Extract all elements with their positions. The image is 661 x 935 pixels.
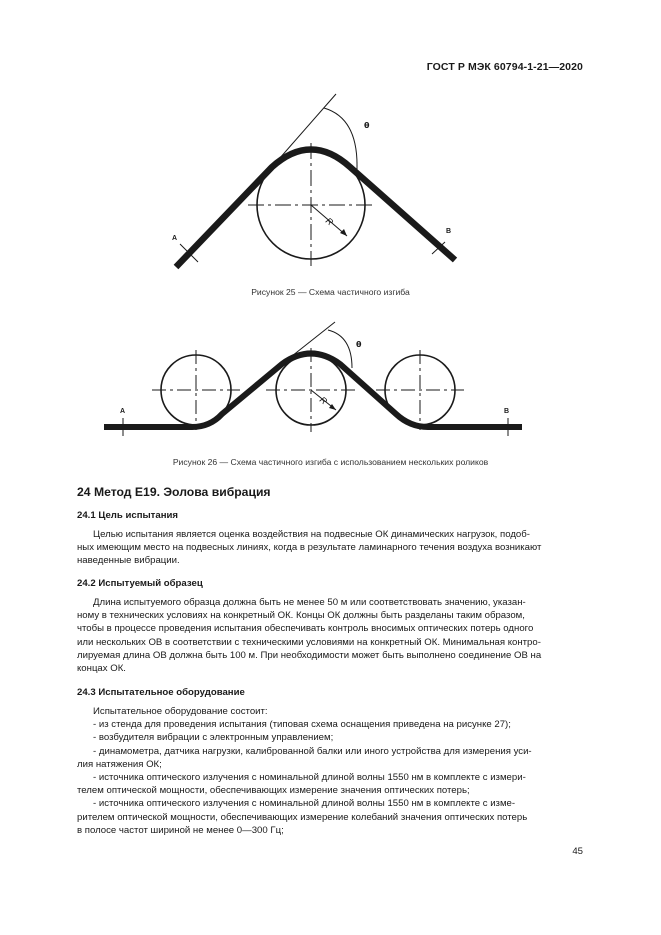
text-line: Целью испытания является оценка воздействия на подвесные ОК динамических нагрузок, подоб- <box>93 529 530 540</box>
radius-arrowhead <box>340 229 347 236</box>
list-item: - источника оптического излучения с номинальной длиной волны 1550 нм в комплекте с изме- <box>93 798 516 810</box>
figure-25-caption: Рисунок 25 — Схема частичного изгиба <box>251 287 410 297</box>
figure-25 <box>0 0 661 280</box>
text-line: Длина испытуемого образца должна быть не менее 50 м или соответствовать значению, указан- <box>93 597 526 608</box>
text-line: концах ОК. <box>77 663 126 675</box>
angle-line-extension <box>272 94 336 167</box>
text-line: лия натяжения ОК; <box>77 758 162 770</box>
text-line: или нескольких ОВ в соответствии с техническими условиями на конкретный ОК. Минимальная контро- <box>77 636 541 648</box>
text-line: рителем оптической мощности, обеспечивающих измерение колебаний значения оптических потерь <box>77 811 528 823</box>
document-code: ГОСТ Р МЭК 60794-1-21—2020 <box>426 61 583 73</box>
label-a: A <box>120 408 126 415</box>
text-line: телем оптической мощности, обеспечивающих измерение значения оптических потерь; <box>77 785 470 797</box>
subsection-24-3-heading: 24.3 Испытательное оборудование <box>77 687 245 698</box>
label-a: A <box>172 235 178 242</box>
list-item: - источника оптического излучения с номинальной длиной волны 1550 нм в комплекте с измери- <box>93 772 526 784</box>
subsection-24-1-heading: 24.1 Цель испытания <box>77 510 179 521</box>
text-line: ных имеющим место на подвесных линиях, когда в результате ламинарного течения воздуха возникают <box>77 542 542 554</box>
subsection-24-2-heading: 24.2 Испытуемый образец <box>77 578 203 589</box>
page-number: 45 <box>572 846 583 857</box>
figure-26-caption: Рисунок 26 — Схема частичного изгиба с использованием нескольких роликов <box>172 457 489 467</box>
label-theta: θ <box>364 121 370 130</box>
text-line: ному в технических условиях на конкретный ОК. Концы ОК должны быть разделаны таким образом, <box>77 610 525 622</box>
subsection-24-3-text <box>77 705 585 837</box>
list-item: - из стенда для проведения испытания (типовая схема оснащения приведена на рисунке 27); <box>93 719 511 731</box>
label-r: R <box>317 394 330 407</box>
label-r: R <box>323 215 336 228</box>
label-theta: θ <box>356 340 362 349</box>
text-line: Испытательное оборудование состоит: <box>93 706 268 717</box>
subsection-24-2-text <box>77 596 585 675</box>
list-item: - возбудителя вибрации с электронным управлением; <box>93 732 334 744</box>
label-b: B <box>504 408 510 415</box>
list-item: - динамометра, датчика нагрузки, калиброванной балки или иного устройства для измерения уси- <box>93 745 532 757</box>
figure-26 <box>0 300 661 450</box>
text-line: в полосе частот шириной не менее 0—300 Гц; <box>77 824 284 836</box>
text-line: чтобы в процессе проведения испытания обеспечивать контроль вносимых оптических потерь одного <box>77 623 534 635</box>
subsection-24-1-text <box>77 528 585 568</box>
text-line: наведенные вибрации. <box>77 555 180 567</box>
label-b: B <box>446 228 452 235</box>
text-line: лируемая длина ОВ должна быть 100 м. При необходимости может быть выполнено соединение ОВ на <box>77 649 542 661</box>
section-title: 24 Метод E19. Эолова вибрация <box>77 485 271 499</box>
